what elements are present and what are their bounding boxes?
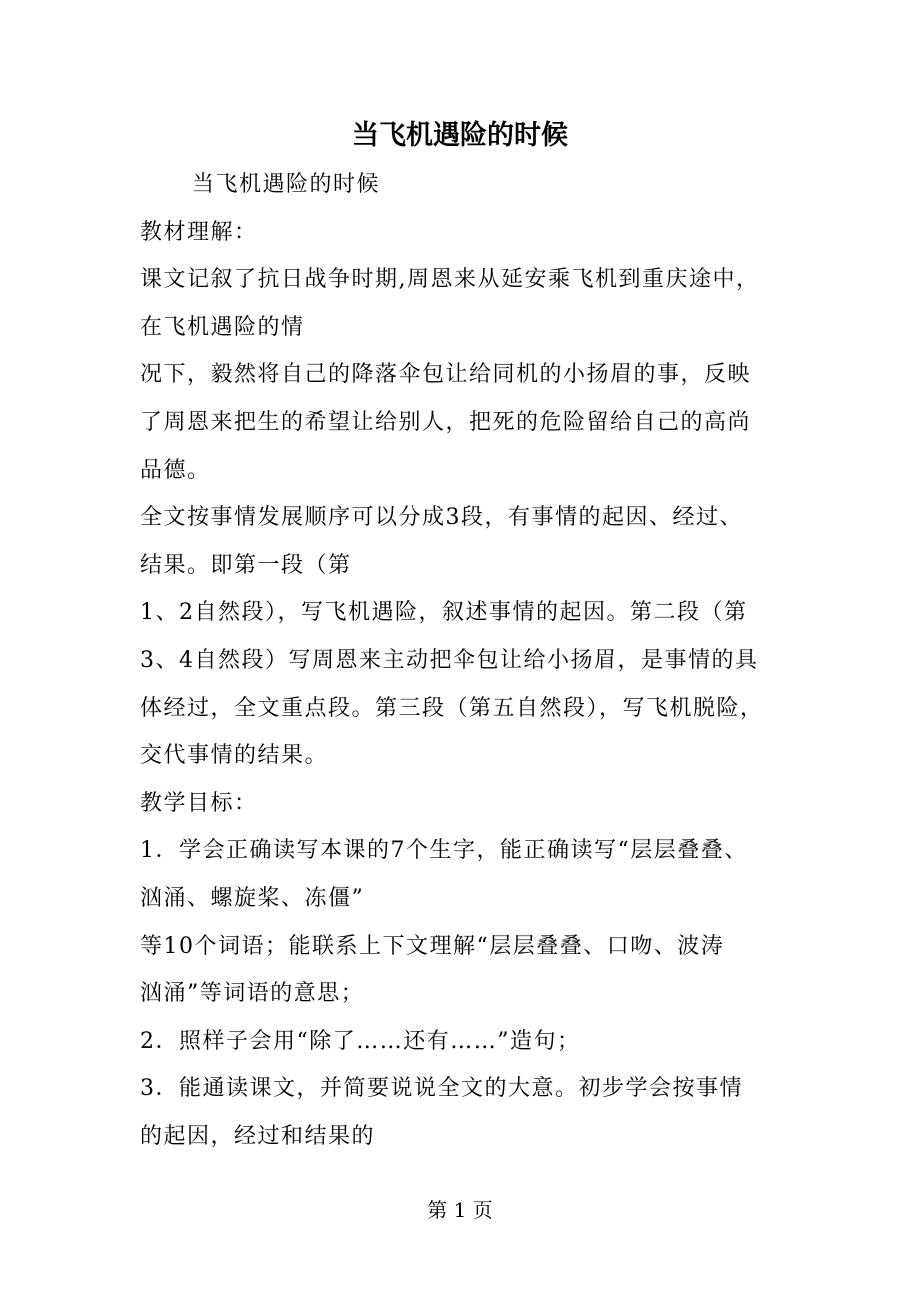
goal-line: 汹涌”等词语的意思； xyxy=(140,981,365,1007)
goal-line: 的起因，经过和结果的 xyxy=(140,1123,376,1149)
section-heading-textbook: 教材理解： xyxy=(140,219,258,245)
goal-line: 2．照样子会用“除了……还有……”造句； xyxy=(140,1028,581,1054)
body-line: 体经过，全文重点段。第三段（第五自然段），写飞机脱险， xyxy=(140,695,764,721)
body-line: 品德。 xyxy=(140,457,211,483)
body-line: 结果。即第一段（第 xyxy=(140,552,352,578)
document-body xyxy=(140,161,790,1160)
body-line: 全文按事情发展顺序可以分成3段，有事情的起因、经过、 xyxy=(140,505,743,531)
goal-line: 1．学会正确读写本课的7个生字，能正确读写“层层叠叠、 xyxy=(140,838,748,864)
body-line: 了周恩来把生的希望让给别人，把死的危险留给自己的高尚 xyxy=(140,409,752,435)
body-line: 1、2自然段），写飞机遇险，叙述事情的起因。第二段（第 xyxy=(140,600,748,626)
section-heading-goals: 教学目标： xyxy=(140,790,258,816)
body-line: 交代事情的结果。 xyxy=(140,743,329,769)
page-number: 第 1 页 xyxy=(427,1198,493,1222)
goal-line: 等10个词语；能联系上下文理解“层层叠叠、口吻、波涛 xyxy=(140,933,725,959)
body-line: 课文记叙了抗日战争时期,周恩来从延安乘飞机到重庆途中， xyxy=(140,267,760,293)
document-title: 当飞机遇险的时候 xyxy=(352,120,568,151)
body-line: 况下，毅然将自己的降落伞包让给同机的小扬眉的事，反映 xyxy=(140,362,752,388)
subtitle-line: 当飞机遇险的时候 xyxy=(192,172,381,197)
goal-line: 3．能通读课文，并简要说说全文的大意。初步学会按事情 xyxy=(140,1076,743,1102)
goal-line: 汹涌、螺旋桨、冻僵” xyxy=(140,885,365,911)
body-line: 3、4自然段）写周恩来主动把伞包让给小扬眉，是事情的具 xyxy=(140,647,759,673)
body-line: 在飞机遇险的情 xyxy=(140,314,305,340)
